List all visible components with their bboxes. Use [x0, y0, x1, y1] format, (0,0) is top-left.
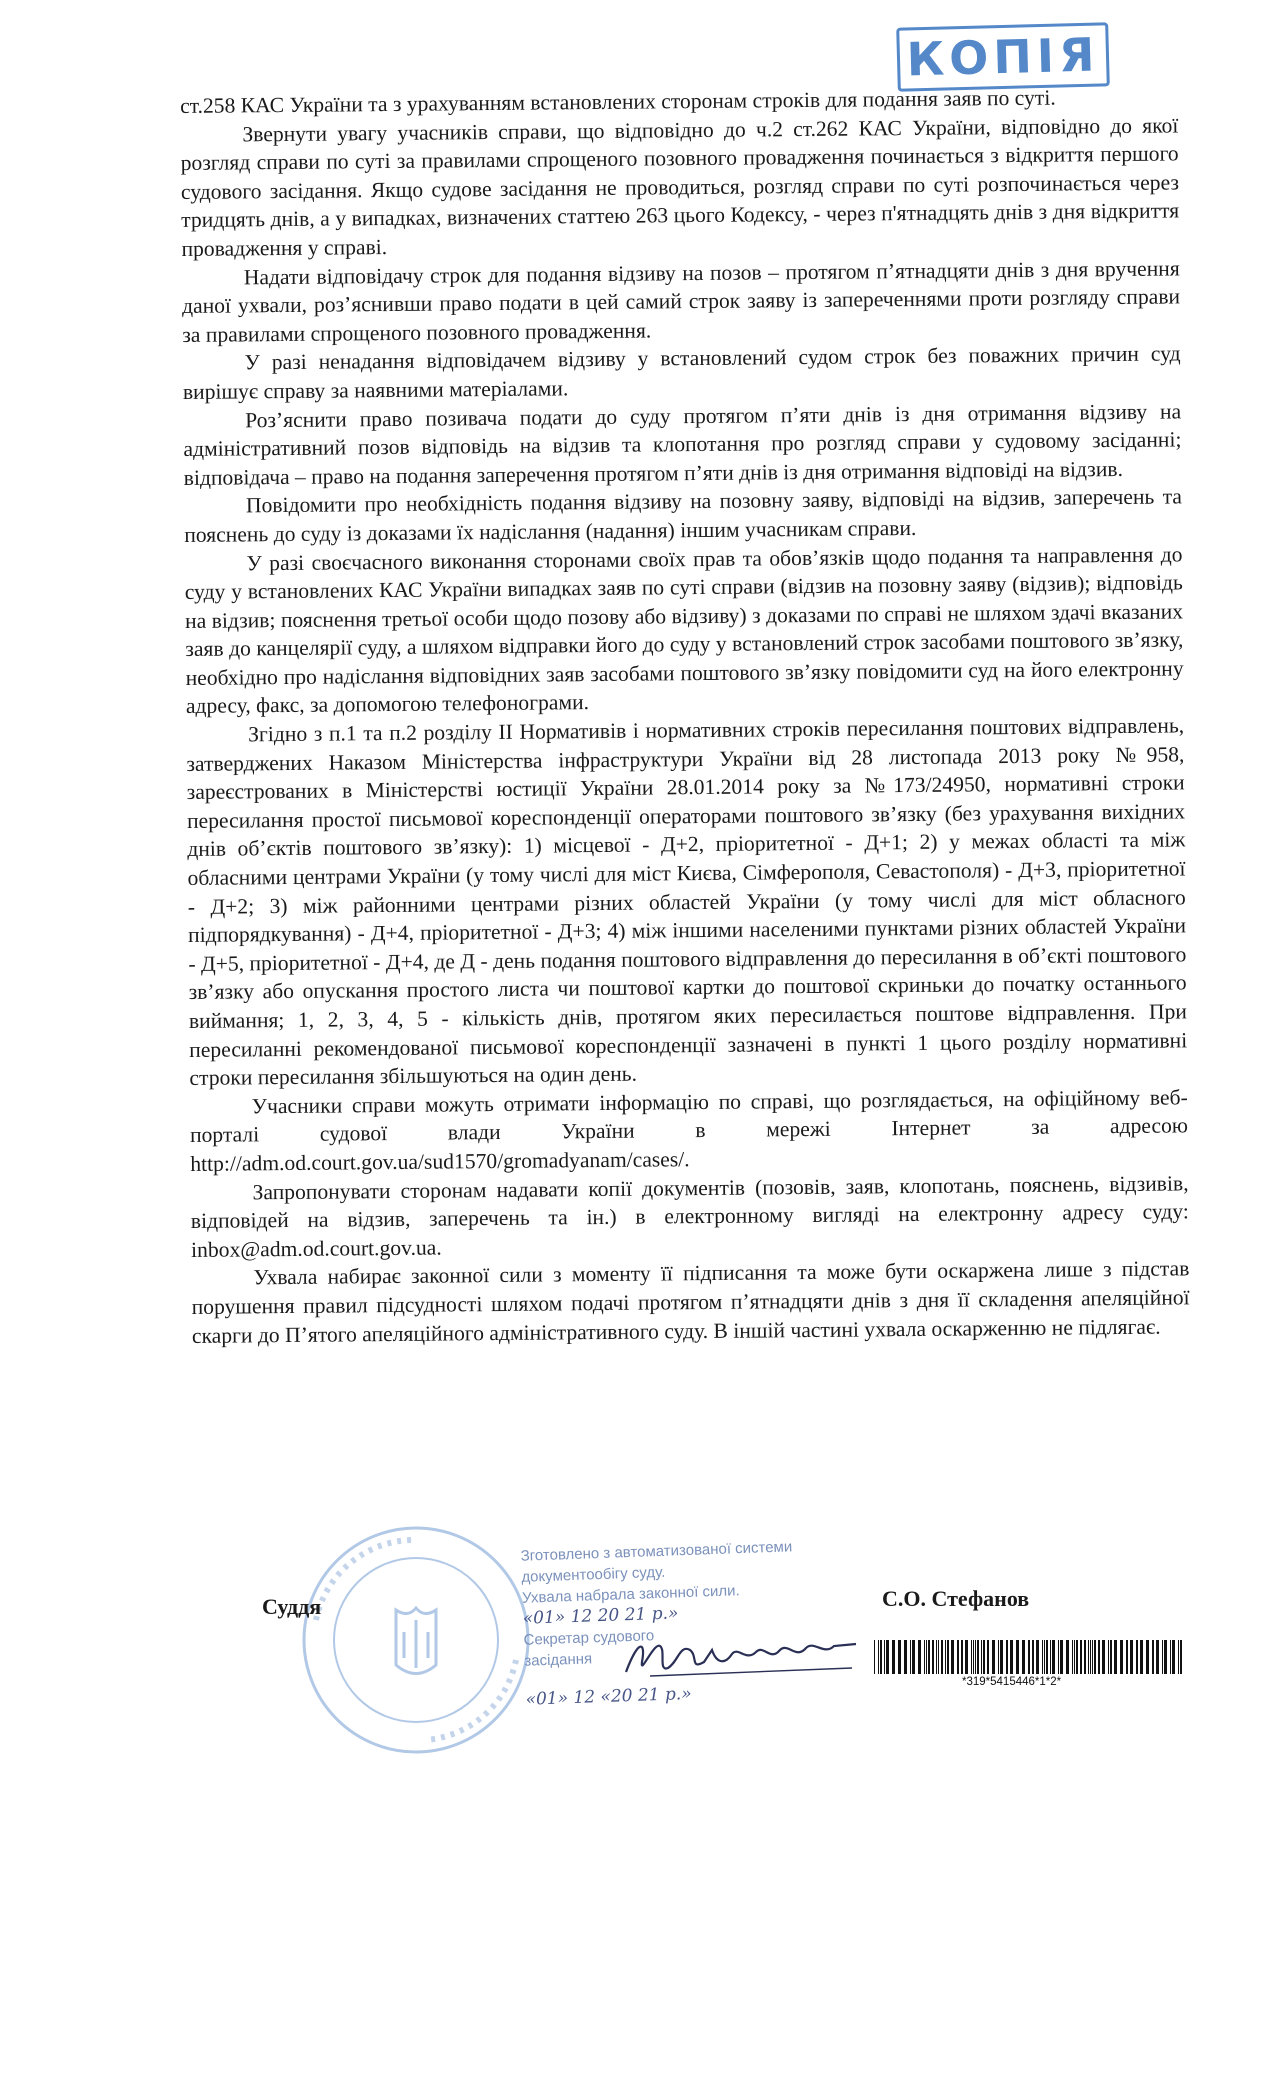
judge-label: Суддя: [262, 1594, 322, 1619]
paragraph: Учасники справи можуть отримати інформацію по справі, що розглядається, на офіційному веб-порталі судової влади України в мережі Інтернет за адресою http://adm.od.court.gov.ua/sud1570/gromadyanam/cases/.: [189, 1085, 1189, 1176]
cert-line: Ухвала набрала законної сили.: [521, 1582, 740, 1607]
document-body: [180, 82, 1190, 1350]
cert-line: Секретар судового: [523, 1627, 655, 1649]
secretary-signature-icon: [620, 1632, 860, 1680]
paragraph: Надати відповідачу строк для подання відзиву на позов – протягом п’ятнадцяти днів з дня вручення даної ухвали, роз’яснивши право подати в цей самий строк заяву із запереченнями проти розгляду справи за правилами спрощеного позовного провадження.: [181, 255, 1181, 347]
barcode-icon: [872, 1640, 1186, 1674]
judge-name: С.О. Стефанов: [882, 1586, 1030, 1611]
cert-line: засідання: [524, 1650, 593, 1670]
paragraph: ст.258 КАС України та з урахуванням встановлених сторонам строків для подання заяв по суті.: [180, 85, 1056, 118]
cert-line: Зготовлено з автоматизованої системи: [520, 1538, 793, 1565]
paragraph: У разі ненадання відповідачем відзиву у встановлений судом строк без поважних причин суд вирішує справу за наявними матеріалами.: [182, 341, 1181, 404]
paragraph: Ухвала набирає законної сили з моменту її підписання та може бути оскаржена лише з підстав порушення правил підсудності шляхом подачі протягом п’ятнадцяти днів з дня її складення апеляційної скарги до П’ятого апеляційного адміністративного суду. В іншій частині ухвала оскарженню не підлягає.: [191, 1256, 1190, 1348]
copy-stamp: КОПІЯ: [896, 22, 1110, 92]
paragraph: Звернути увагу учасників справи, що відповідно до ч.2 ст.262 КАС України, відповідно до якої розгляд справи по суті за правилами спрощеного позовного провадження починається з відкриття першого судового засідання. Якщо судове засідання не проводиться, розгляд справи по суті розпочинається через тридцять днів, а у випадках, визначених статтею 263 цього Кодексу, - через п'ятнадцять днів з дня відкриття провадження у справі.: [180, 113, 1180, 261]
paragraph: Роз’яснити право позивача подати до суду протягом п’яти днів із дня отримання відзиву на адміністративний позов відповідь на відзив та клопотання про розгляд справи у судовому засіданні; відповідача – право на подання заперечення протягом п’яти днів із дня отримання відповіді на відзив.: [183, 398, 1182, 490]
cert-line: документообігу суду.: [521, 1563, 666, 1586]
barcode-text: *319*5415446*1*2*: [962, 1676, 1062, 1688]
paragraph: Повідомити про необхідність подання відзиву на позовну заяву, відповіді на відзив, заперечень та пояснень до суду із доказами їх надіслання (надання) іншим учасникам справи.: [184, 484, 1183, 547]
paragraph: Згідно з п.1 та п.2 розділу II Нормативів і нормативних строків пересилання поштових відправлень, затверджених Наказом Міністерства інфраструктури України від 28 листопада 2013 року №958, зареєстрованих в Міністерстві юстиції України 28.01.2014 року за №173/24950, нормативні строки пересилання простої письмової кореспонденції операторами поштового зв’язку (без урахування вихідних днів об’єктів поштового зв’язку): 1) місцевої - Д+2, пріоритетної - Д+1; 2) у межах області та між обласними центрами України (у тому числі для міст Києва, Сімферополя, Севастополя) - Д+3, пріоритетної - Д+2; 3) між районними центрами різних областей України (у тому числі для міст обласного підпорядкування) - Д+4, пріоритетної - Д+3; 4) між іншими населеними пунктами різних областей України - Д+5, пріоритетної - Д+4, де Д - день подання поштового відправлення до пересилання в об’єкті поштового зв’язку або опускання простого листа чи поштової картки до поштової скриньки до початку останнього виймання; 1, 2, 3, 4, 5 - кількість днів, протягом яких пересилається поштове відправлення. При пересиланні рекомендованої письмової кореспонденції зазначені в пункті 1 цього розділу нормативні строки пересилання збільшуються на один день.: [186, 713, 1188, 1091]
paragraph: У разі своєчасного виконання сторонами своїх прав та обов’язків щодо подання та направлення до суду у встановлених КАС України випадках заяв по суті справи (відзив на позовну заяву (відзив); відповідь на відзив; пояснення третьої особи щодо позову або відзиву) з доказами по справі не шляхом здачі вказаних заяв до канцелярії суду, а шляхом відправки його до суду у встановлений строк засобами поштового зв’язку, необхідно про надіслання відповідних заяв засобами поштового зв’язку повідомити суд на його електронну адресу, факс, за допомогою телефонограми.: [184, 541, 1184, 719]
cert-date: «01» 12 20 21 р.»: [522, 1603, 679, 1629]
cert-date: «01» 12 «20 21 р.»: [525, 1683, 692, 1710]
court-seal-icon: [296, 1520, 536, 1760]
paragraph: Запропонувати сторонам надавати копії документів (позовів, заяв, клопотань, пояснень, відзивів, відповідей на відзив, заперечень та ін.) в електронному вигляді на електронну адресу суду: inbox@adm.od.court.gov.ua.: [190, 1170, 1189, 1262]
